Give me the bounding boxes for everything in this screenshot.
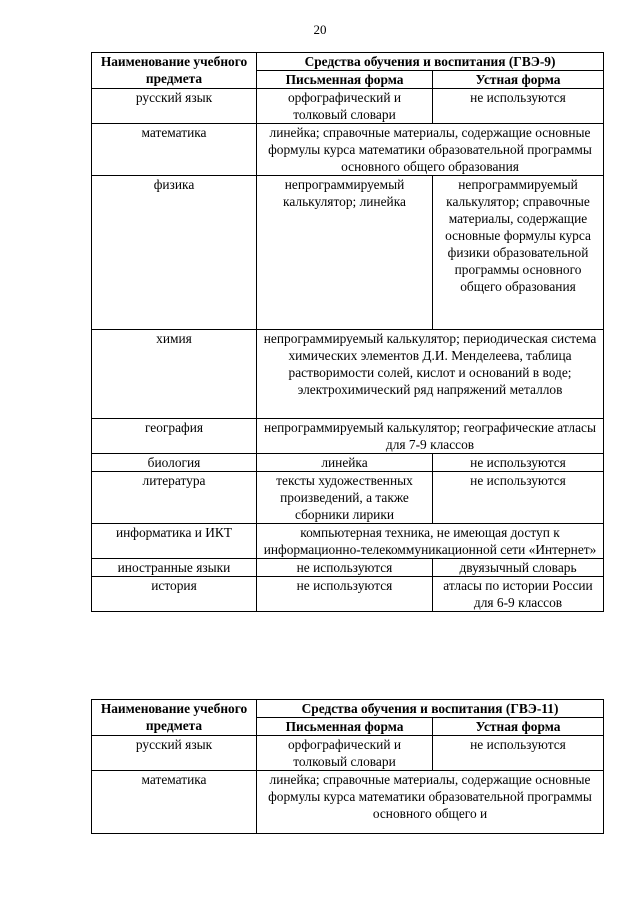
oral-cell: не используются (433, 454, 604, 472)
written-cell: тексты художественных произведений, а также сборники лирики (257, 472, 433, 524)
written-form-header: Письменная форма (257, 718, 433, 736)
tools-group-header: Средства обучения и воспитания (ГВЭ-9) (257, 53, 604, 71)
subject-column-header: Наименование учебного предмета (92, 700, 257, 736)
shared-tools-cell: непрограммируемый калькулятор; географические атласы для 7-9 классов (257, 419, 604, 454)
subject-cell: математика (92, 124, 257, 176)
table-row (92, 771, 604, 834)
subject-cell: математика (92, 771, 257, 834)
subject-cell: русский язык (92, 736, 257, 771)
subject-column-header: Наименование учебного предмета (92, 53, 257, 89)
table-row (92, 330, 604, 419)
gve11-table (91, 699, 604, 834)
subject-cell: иностранные языки (92, 559, 257, 577)
subject-cell: русский язык (92, 89, 257, 124)
written-cell: линейка (257, 454, 433, 472)
subject-cell: физика (92, 176, 257, 330)
subject-cell: химия (92, 330, 257, 419)
table-row (92, 577, 604, 612)
table-row (92, 176, 604, 330)
shared-tools-cell: непрограммируемый калькулятор; периодическая система химических элементов Д.И. Менделеева, таблица растворимости солей, кислот и оснований в воде; электрохимический ряд напряжений металлов (257, 330, 604, 419)
written-cell: орфографический и толковый словари (257, 89, 433, 124)
shared-tools-cell: линейка; справочные материалы, содержащие основные формулы курса математики образовательной программы основного общего и (257, 771, 604, 834)
written-form-header: Письменная форма (257, 71, 433, 89)
gve9-table (91, 52, 604, 612)
subject-cell: география (92, 419, 257, 454)
subject-cell: литература (92, 472, 257, 524)
table-row (92, 124, 604, 176)
written-cell: не используются (257, 577, 433, 612)
written-cell: орфографический и толковый словари (257, 736, 433, 771)
subject-cell: информатика и ИКТ (92, 524, 257, 559)
table-row (92, 454, 604, 472)
oral-cell: двуязычный словарь (433, 559, 604, 577)
page-number: 20 (313, 22, 327, 37)
table-row (92, 559, 604, 577)
subject-cell: история (92, 577, 257, 612)
oral-cell: не используются (433, 736, 604, 771)
table-row (92, 524, 604, 559)
tools-group-header: Средства обучения и воспитания (ГВЭ-11) (257, 700, 604, 718)
oral-form-header: Устная форма (433, 718, 604, 736)
oral-form-header: Устная форма (433, 71, 604, 89)
written-cell: не используются (257, 559, 433, 577)
table-row (92, 419, 604, 454)
oral-cell: непрограммируемый калькулятор; справочные материалы, содержащие основные формулы курса физики образовательной программы основного общего образования (433, 176, 604, 330)
subject-cell: биология (92, 454, 257, 472)
table-row (92, 472, 604, 524)
table-row (92, 89, 604, 124)
table-row (92, 736, 604, 771)
shared-tools-cell: линейка; справочные материалы, содержащие основные формулы курса математики образовательной программы основного общего образования (257, 124, 604, 176)
shared-tools-cell: компьютерная техника, не имеющая доступ к информационно-телекоммуникационной сети «Интернет» (257, 524, 604, 559)
oral-cell: атласы по истории России для 6-9 классов (433, 577, 604, 612)
oral-cell: не используются (433, 472, 604, 524)
written-cell: непрограммируемый калькулятор; линейка (257, 176, 433, 330)
oral-cell: не используются (433, 89, 604, 124)
